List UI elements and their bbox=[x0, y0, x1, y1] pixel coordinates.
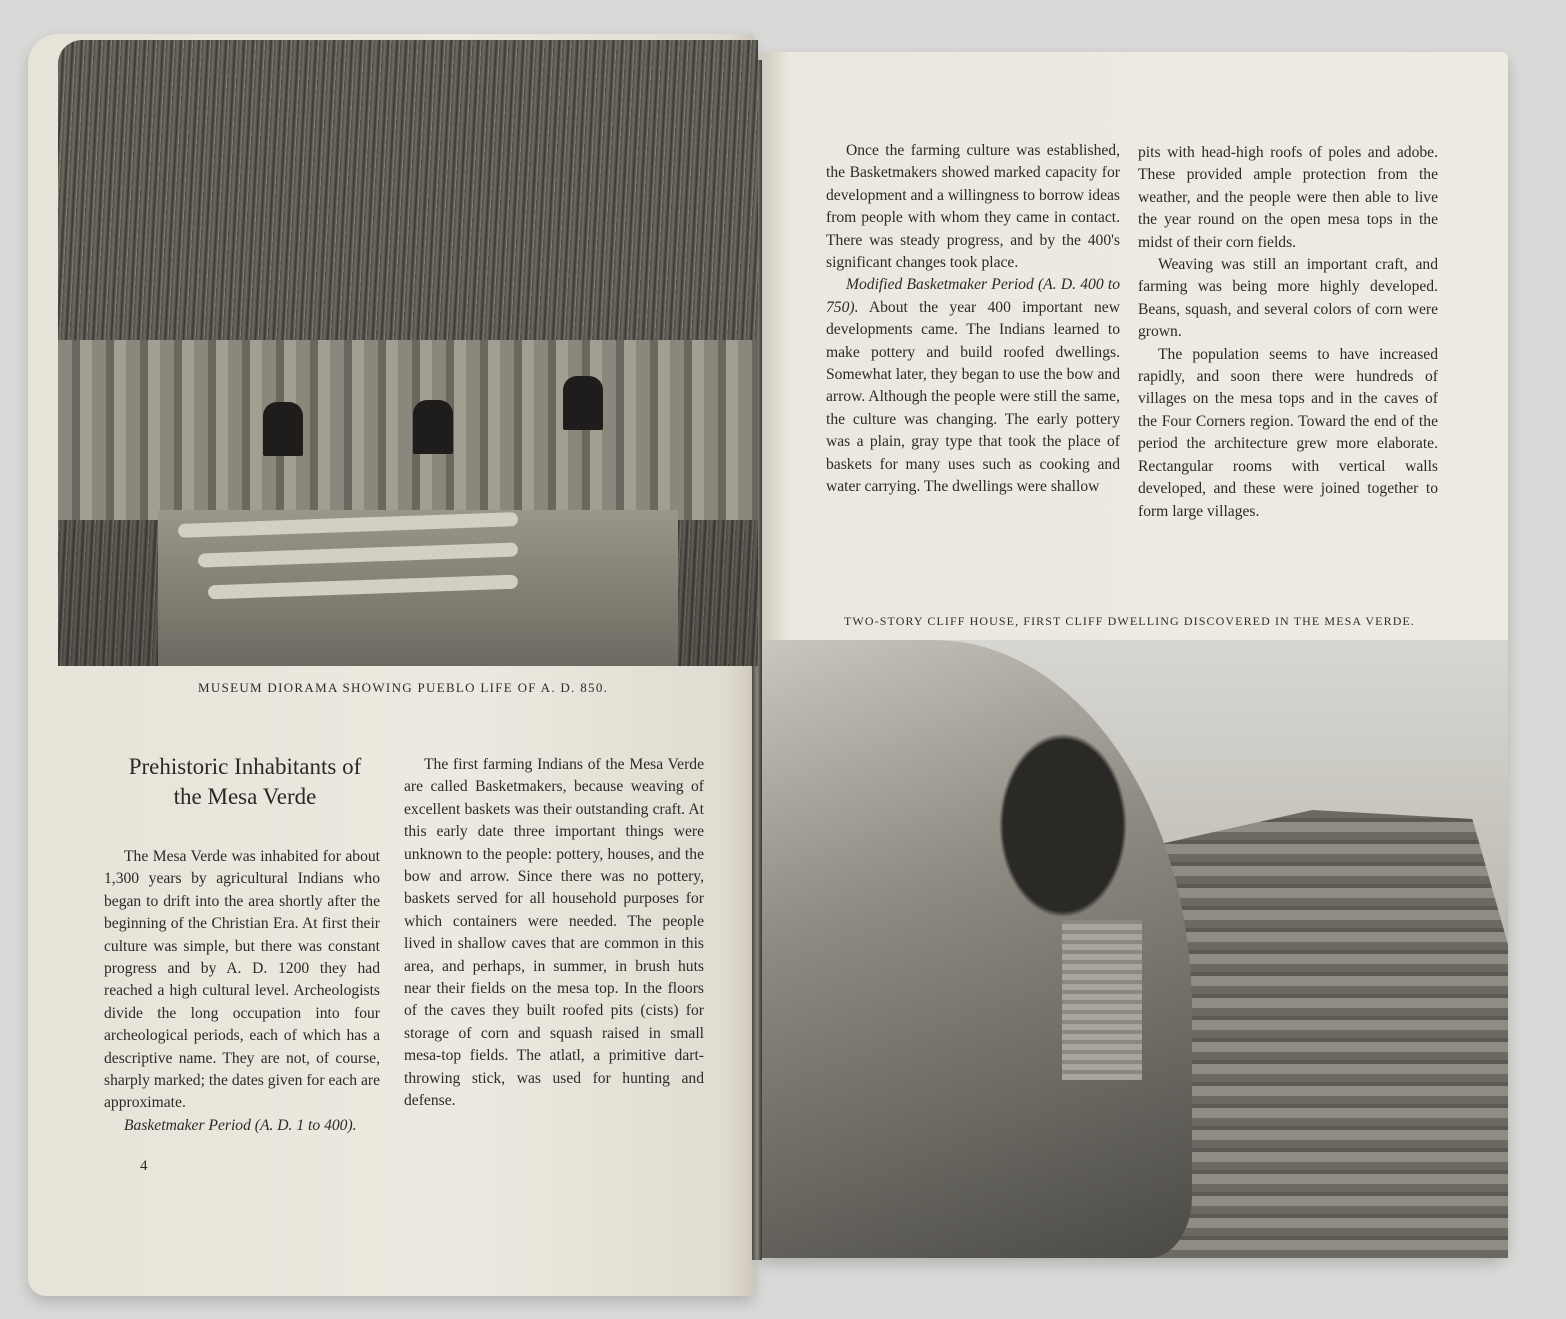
page-number: 4 bbox=[140, 1158, 148, 1174]
mesa-cliff bbox=[1152, 810, 1508, 1258]
diorama-wall bbox=[58, 340, 758, 520]
cliff-house-caption: TWO-STORY CLIFF HOUSE, FIRST CLIFF DWELLING DISCOVERED IN THE MESA VERDE. bbox=[844, 614, 1415, 628]
paragraph: pits with head-high roofs of poles and adobe. These provided ample protection from the weather, and the people were then able to live the year round on the open mesa tops in the midst of their corn fields. bbox=[1138, 144, 1438, 251]
cliff-house-photo bbox=[762, 640, 1508, 1258]
period-heading: Modified Basketmaker Period (A. D. 400 to 750). bbox=[826, 276, 1120, 316]
diorama-doorway bbox=[563, 376, 603, 430]
section-heading bbox=[100, 752, 390, 812]
right-column-2 bbox=[1138, 142, 1438, 523]
heading-line-2: the Mesa Verde bbox=[173, 784, 317, 809]
left-column-1 bbox=[104, 846, 380, 1137]
diorama-doorway bbox=[263, 402, 303, 456]
left-column-2 bbox=[404, 754, 704, 1113]
heading-line-1: Prehistoric Inhabitants of bbox=[128, 754, 362, 779]
paragraph: The Mesa Verde was inhabited for about 1,300 years by agricultural Indians who began to drift into the area shortly after the beginning of the Christian Era. At first their culture was simple, but there was constant progress and by A. D. 1200 they had reached a high cultural level. Archeologists divide the long occupation into four archeological periods, each of which has a descriptive name. They are not, of course, sharply marked; the dates given for each are approximate. bbox=[104, 848, 380, 1112]
right-column-1 bbox=[826, 140, 1120, 499]
diorama-photo bbox=[58, 40, 758, 666]
paragraph: The first farming Indians of the Mesa Verde are called Basketmakers, because weaving of excellent baskets was their outstanding craft. At this early date three important things were unknown to the people: pottery, houses, and the bow and arrow. Since there was no pottery, baskets served for all household purposes for which containers were needed. The people lived in shallow caves that are common in this area, and perhaps, in summer, in brush huts near their fields on the mesa top. In the floors of the caves they built roofed pits (cists) for storage of corn and squash raised in small mesa-top fields. The atlatl, a primitive dart-throwing stick, was used for hunting and defense. bbox=[404, 756, 704, 1110]
paragraph: Weaving was still an important craft, and farming was being more highly developed. Beans, squash, and several colors of corn were grown. bbox=[1138, 256, 1438, 341]
paragraph: The population seems to have increased rapidly, and soon there were hundreds of villages on the mesa tops and in the caves of the Four Corners region. Toward the end of the period the architecture grew more elaborate. Rectangular rooms with vertical walls developed, and these were joined together to form large villages. bbox=[1138, 345, 1438, 520]
paragraph: Once the farming culture was established, the Basketmakers showed marked capacity for development and a willingness to borrow ideas from people with whom they came in contact. There was steady progress, and by the 400's significant changes took place. bbox=[826, 142, 1120, 272]
diorama-caption: MUSEUM DIORAMA SHOWING PUEBLO LIFE OF A. D. 850. bbox=[198, 680, 609, 695]
paragraph-continuation: About the year 400 important new developments came. The Indians learned to make pottery and build roofed dwellings. Somewhat later, they began to use the bow and arrow. Although the people were still the same, the culture was changing. The early pottery was a plain, gray type that took the place of baskets for many uses such as cooking and water carrying. The dwellings were shallow bbox=[826, 298, 1120, 496]
period-heading: Basketmaker Period (A. D. 1 to 400). bbox=[124, 1116, 357, 1134]
cliff-dwelling-tower bbox=[1062, 920, 1142, 1080]
diorama-doorway bbox=[413, 400, 453, 454]
